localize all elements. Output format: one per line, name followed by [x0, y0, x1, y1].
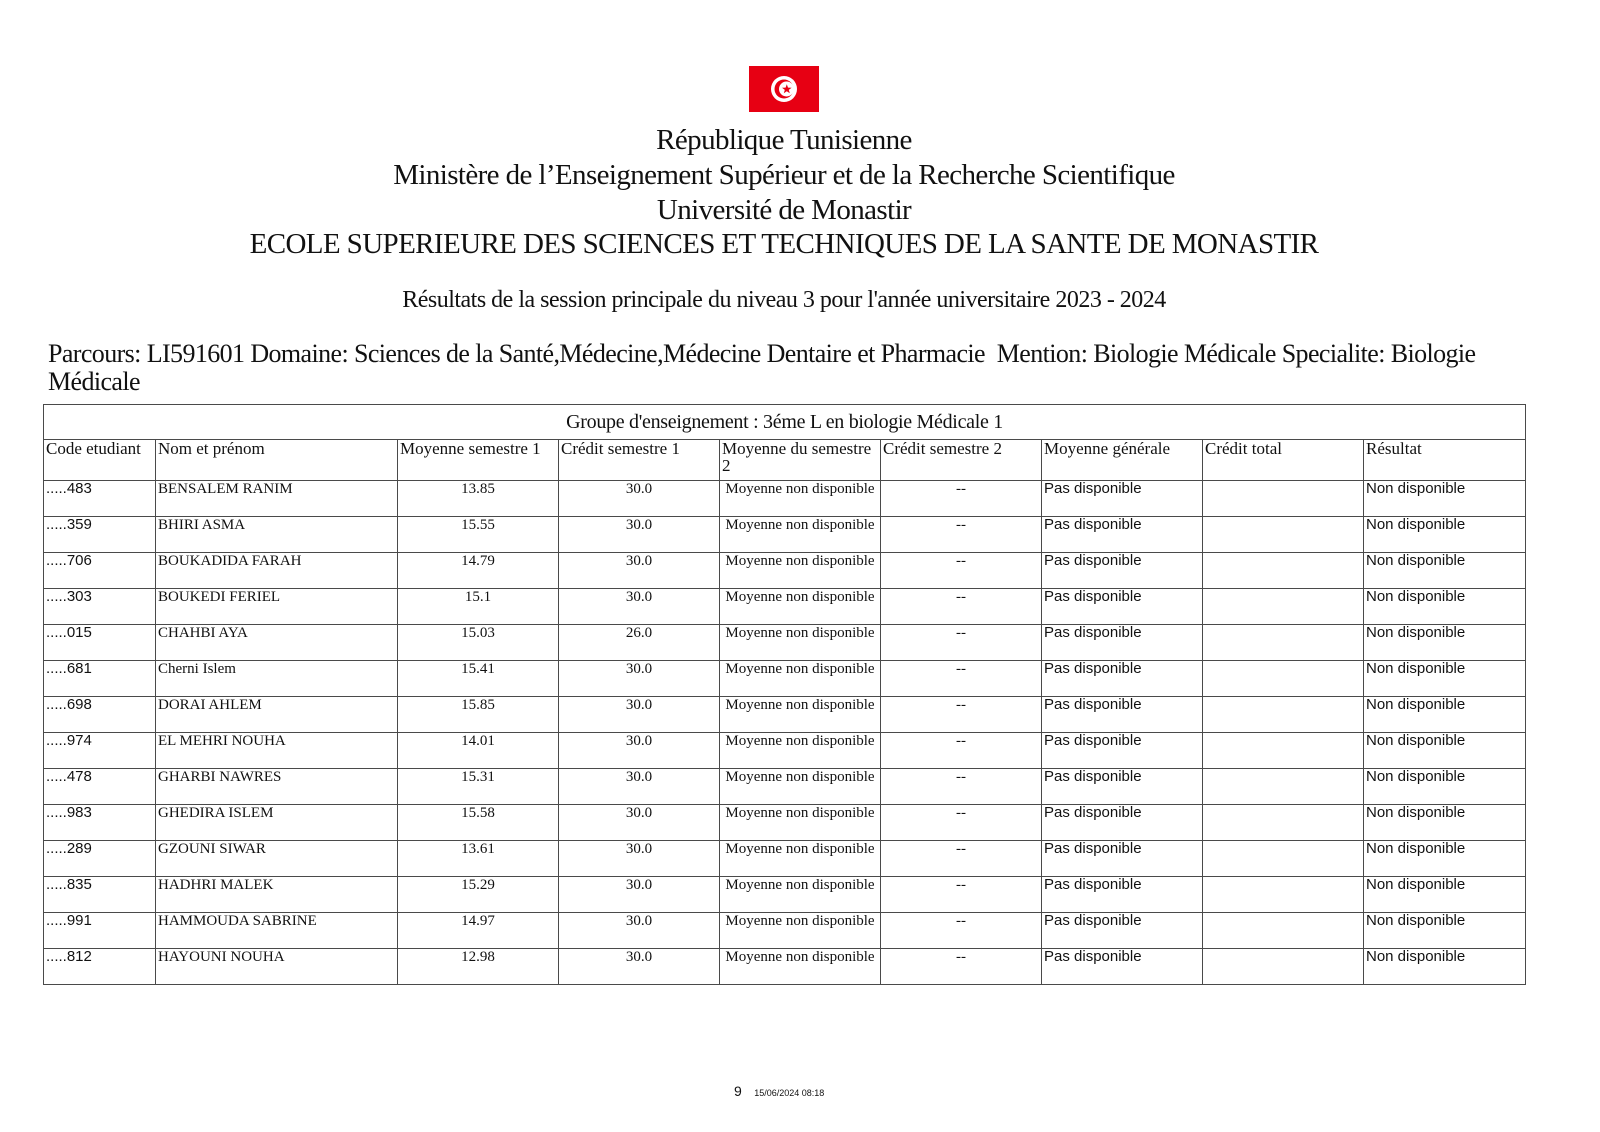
cell-code: .....483 — [44, 481, 156, 517]
cell-moy-gen: Pas disponible — [1042, 697, 1203, 733]
cell-credit-s1: 30.0 — [559, 481, 720, 517]
cell-code: .....983 — [44, 805, 156, 841]
cell-name: GHEDIRA ISLEM — [156, 805, 398, 841]
cell-moy-s1: 15.31 — [398, 769, 559, 805]
cell-moy-s2: Moyenne non disponible — [720, 517, 881, 553]
cell-credit-s1: 30.0 — [559, 697, 720, 733]
cell-name: BENSALEM RANIM — [156, 481, 398, 517]
cell-moy-gen: Pas disponible — [1042, 517, 1203, 553]
cell-resultat: Non disponible — [1364, 769, 1526, 805]
table-row — [44, 733, 1526, 769]
cell-credit-total — [1203, 841, 1364, 877]
cell-credit-total — [1203, 517, 1364, 553]
column-header-credit-total: Crédit total — [1203, 440, 1364, 481]
cell-moy-s2: Moyenne non disponible — [720, 733, 881, 769]
cell-credit-s1: 30.0 — [559, 769, 720, 805]
cell-credit-s1: 30.0 — [559, 913, 720, 949]
cell-credit-total — [1203, 805, 1364, 841]
column-header-code: Code etudiant — [44, 440, 156, 481]
column-header-moy-gen: Moyenne générale — [1042, 440, 1203, 481]
cell-code: .....835 — [44, 877, 156, 913]
cell-name: CHAHBI AYA — [156, 625, 398, 661]
header-ministry: Ministère de l’Enseignement Supérieur et de la Recherche Scientifique — [393, 159, 1175, 191]
cell-credit-s1: 30.0 — [559, 661, 720, 697]
cell-moy-gen: Pas disponible — [1042, 769, 1203, 805]
cell-code: .....359 — [44, 517, 156, 553]
cell-moy-s1: 15.03 — [398, 625, 559, 661]
table-row — [44, 517, 1526, 553]
cell-name: BHIRI ASMA — [156, 517, 398, 553]
cell-resultat: Non disponible — [1364, 949, 1526, 985]
cell-credit-s1: 30.0 — [559, 805, 720, 841]
cell-code: .....812 — [44, 949, 156, 985]
cell-moy-s1: 15.85 — [398, 697, 559, 733]
parcours-info: Parcours: LI591601 Domaine: Sciences de la Santé,Médecine,Médecine Dentaire et Pharmacie Mention: Biologie Médicale Specialite: Biologie Médicale — [48, 339, 1482, 396]
cell-code: .....698 — [44, 697, 156, 733]
cell-resultat: Non disponible — [1364, 877, 1526, 913]
tunisia-flag-icon — [749, 66, 819, 112]
cell-name: Cherni Islem — [156, 661, 398, 697]
cell-moy-s2: Moyenne non disponible — [720, 697, 881, 733]
cell-moy-gen: Pas disponible — [1042, 589, 1203, 625]
table-row — [44, 481, 1526, 517]
cell-credit-s1: 30.0 — [559, 517, 720, 553]
cell-resultat: Non disponible — [1364, 913, 1526, 949]
cell-code: .....681 — [44, 661, 156, 697]
cell-credit-s2: -- — [881, 661, 1042, 697]
cell-resultat: Non disponible — [1364, 805, 1526, 841]
table-row — [44, 589, 1526, 625]
cell-moy-gen: Pas disponible — [1042, 553, 1203, 589]
table-row — [44, 661, 1526, 697]
cell-moy-gen: Pas disponible — [1042, 661, 1203, 697]
cell-credit-s1: 30.0 — [559, 949, 720, 985]
cell-credit-s2: -- — [881, 913, 1042, 949]
cell-name: HAMMOUDA SABRINE — [156, 913, 398, 949]
cell-credit-s1: 30.0 — [559, 733, 720, 769]
group-header-row — [44, 405, 1526, 440]
cell-resultat: Non disponible — [1364, 697, 1526, 733]
cell-moy-s1: 15.58 — [398, 805, 559, 841]
cell-moy-s2: Moyenne non disponible — [720, 553, 881, 589]
cell-name: EL MEHRI NOUHA — [156, 733, 398, 769]
table-row — [44, 877, 1526, 913]
cell-credit-total — [1203, 661, 1364, 697]
cell-credit-s1: 30.0 — [559, 877, 720, 913]
table-row — [44, 949, 1526, 985]
cell-name: BOUKADIDA FARAH — [156, 553, 398, 589]
cell-resultat: Non disponible — [1364, 481, 1526, 517]
cell-credit-total — [1203, 769, 1364, 805]
cell-credit-s1: 30.0 — [559, 589, 720, 625]
cell-moy-s1: 14.97 — [398, 913, 559, 949]
cell-moy-s1: 12.98 — [398, 949, 559, 985]
cell-credit-s2: -- — [881, 517, 1042, 553]
cell-credit-s2: -- — [881, 553, 1042, 589]
session-title: Résultats de la session principale du niveau 3 pour l'année universitaire 2023 - 2024 — [402, 287, 1166, 313]
cell-moy-gen: Pas disponible — [1042, 805, 1203, 841]
cell-name: HADHRI MALEK — [156, 877, 398, 913]
cell-moy-gen: Pas disponible — [1042, 625, 1203, 661]
table-row — [44, 913, 1526, 949]
cell-credit-s2: -- — [881, 841, 1042, 877]
header-school: ECOLE SUPERIEURE DES SCIENCES ET TECHNIQUES DE LA SANTE DE MONASTIR — [249, 228, 1319, 260]
cell-credit-total — [1203, 589, 1364, 625]
cell-credit-total — [1203, 913, 1364, 949]
cell-credit-s2: -- — [881, 769, 1042, 805]
header-republic: République Tunisienne — [656, 124, 912, 156]
cell-credit-s2: -- — [881, 481, 1042, 517]
cell-credit-total — [1203, 733, 1364, 769]
cell-code: .....289 — [44, 841, 156, 877]
cell-code: .....015 — [44, 625, 156, 661]
group-title: Groupe d'enseignement : 3éme L en biologie Médicale 1 — [44, 405, 1526, 440]
cell-moy-gen: Pas disponible — [1042, 841, 1203, 877]
cell-moy-s2: Moyenne non disponible — [720, 949, 881, 985]
cell-name: BOUKEDI FERIEL — [156, 589, 398, 625]
print-timestamp: 15/06/2024 08:18 — [754, 1088, 825, 1098]
cell-resultat: Non disponible — [1364, 589, 1526, 625]
cell-moy-s2: Moyenne non disponible — [720, 661, 881, 697]
cell-credit-s2: -- — [881, 949, 1042, 985]
cell-credit-total — [1203, 625, 1364, 661]
cell-credit-total — [1203, 481, 1364, 517]
cell-code: .....991 — [44, 913, 156, 949]
cell-resultat: Non disponible — [1364, 553, 1526, 589]
cell-credit-s2: -- — [881, 733, 1042, 769]
results-table-body — [44, 481, 1526, 985]
cell-moy-gen: Pas disponible — [1042, 733, 1203, 769]
column-header-credit-s1: Crédit semestre 1 — [559, 440, 720, 481]
table-row — [44, 625, 1526, 661]
cell-name: DORAI AHLEM — [156, 697, 398, 733]
cell-moy-s2: Moyenne non disponible — [720, 589, 881, 625]
cell-credit-s2: -- — [881, 625, 1042, 661]
cell-credit-s2: -- — [881, 589, 1042, 625]
cell-code: .....706 — [44, 553, 156, 589]
cell-credit-s1: 30.0 — [559, 841, 720, 877]
cell-moy-s1: 14.79 — [398, 553, 559, 589]
column-header-row — [44, 440, 1526, 481]
cell-code: .....478 — [44, 769, 156, 805]
cell-moy-gen: Pas disponible — [1042, 877, 1203, 913]
cell-moy-s1: 13.61 — [398, 841, 559, 877]
cell-credit-s2: -- — [881, 877, 1042, 913]
cell-resultat: Non disponible — [1364, 517, 1526, 553]
cell-code: .....974 — [44, 733, 156, 769]
cell-credit-total — [1203, 697, 1364, 733]
cell-moy-s2: Moyenne non disponible — [720, 913, 881, 949]
cell-resultat: Non disponible — [1364, 625, 1526, 661]
cell-credit-s2: -- — [881, 697, 1042, 733]
cell-moy-s1: 15.41 — [398, 661, 559, 697]
table-row — [44, 553, 1526, 589]
cell-code: .....303 — [44, 589, 156, 625]
cell-moy-s2: Moyenne non disponible — [720, 805, 881, 841]
cell-moy-s2: Moyenne non disponible — [720, 769, 881, 805]
cell-resultat: Non disponible — [1364, 841, 1526, 877]
column-header-moy-s1: Moyenne semestre 1 — [398, 440, 559, 481]
results-table — [43, 404, 1526, 985]
cell-moy-s2: Moyenne non disponible — [720, 877, 881, 913]
cell-credit-total — [1203, 553, 1364, 589]
cell-credit-total — [1203, 949, 1364, 985]
column-header-moy-s2: Moyenne du semestre 2 — [720, 440, 881, 481]
table-row — [44, 841, 1526, 877]
table-row — [44, 769, 1526, 805]
cell-moy-gen: Pas disponible — [1042, 913, 1203, 949]
header-university: Université de Monastir — [656, 194, 912, 226]
cell-credit-s1: 26.0 — [559, 625, 720, 661]
cell-credit-s2: -- — [881, 805, 1042, 841]
cell-moy-s1: 15.55 — [398, 517, 559, 553]
cell-moy-s1: 13.85 — [398, 481, 559, 517]
page-footer — [734, 1083, 824, 1101]
cell-moy-s1: 14.01 — [398, 733, 559, 769]
cell-moy-s1: 15.29 — [398, 877, 559, 913]
column-header-credit-s2: Crédit semestre 2 — [881, 440, 1042, 481]
cell-moy-s1: 15.1 — [398, 589, 559, 625]
cell-name: HAYOUNI NOUHA — [156, 949, 398, 985]
cell-moy-gen: Pas disponible — [1042, 481, 1203, 517]
cell-moy-s2: Moyenne non disponible — [720, 841, 881, 877]
table-row — [44, 697, 1526, 733]
table-row — [44, 805, 1526, 841]
cell-name: GHARBI NAWRES — [156, 769, 398, 805]
column-header-name: Nom et prénom — [156, 440, 398, 481]
cell-resultat: Non disponible — [1364, 733, 1526, 769]
cell-name: GZOUNI SIWAR — [156, 841, 398, 877]
cell-moy-gen: Pas disponible — [1042, 949, 1203, 985]
page-number: 9 — [734, 1083, 742, 1099]
cell-credit-total — [1203, 877, 1364, 913]
cell-moy-s2: Moyenne non disponible — [720, 625, 881, 661]
cell-credit-s1: 30.0 — [559, 553, 720, 589]
column-header-resultat: Résultat — [1364, 440, 1526, 481]
cell-resultat: Non disponible — [1364, 661, 1526, 697]
cell-moy-s2: Moyenne non disponible — [720, 481, 881, 517]
